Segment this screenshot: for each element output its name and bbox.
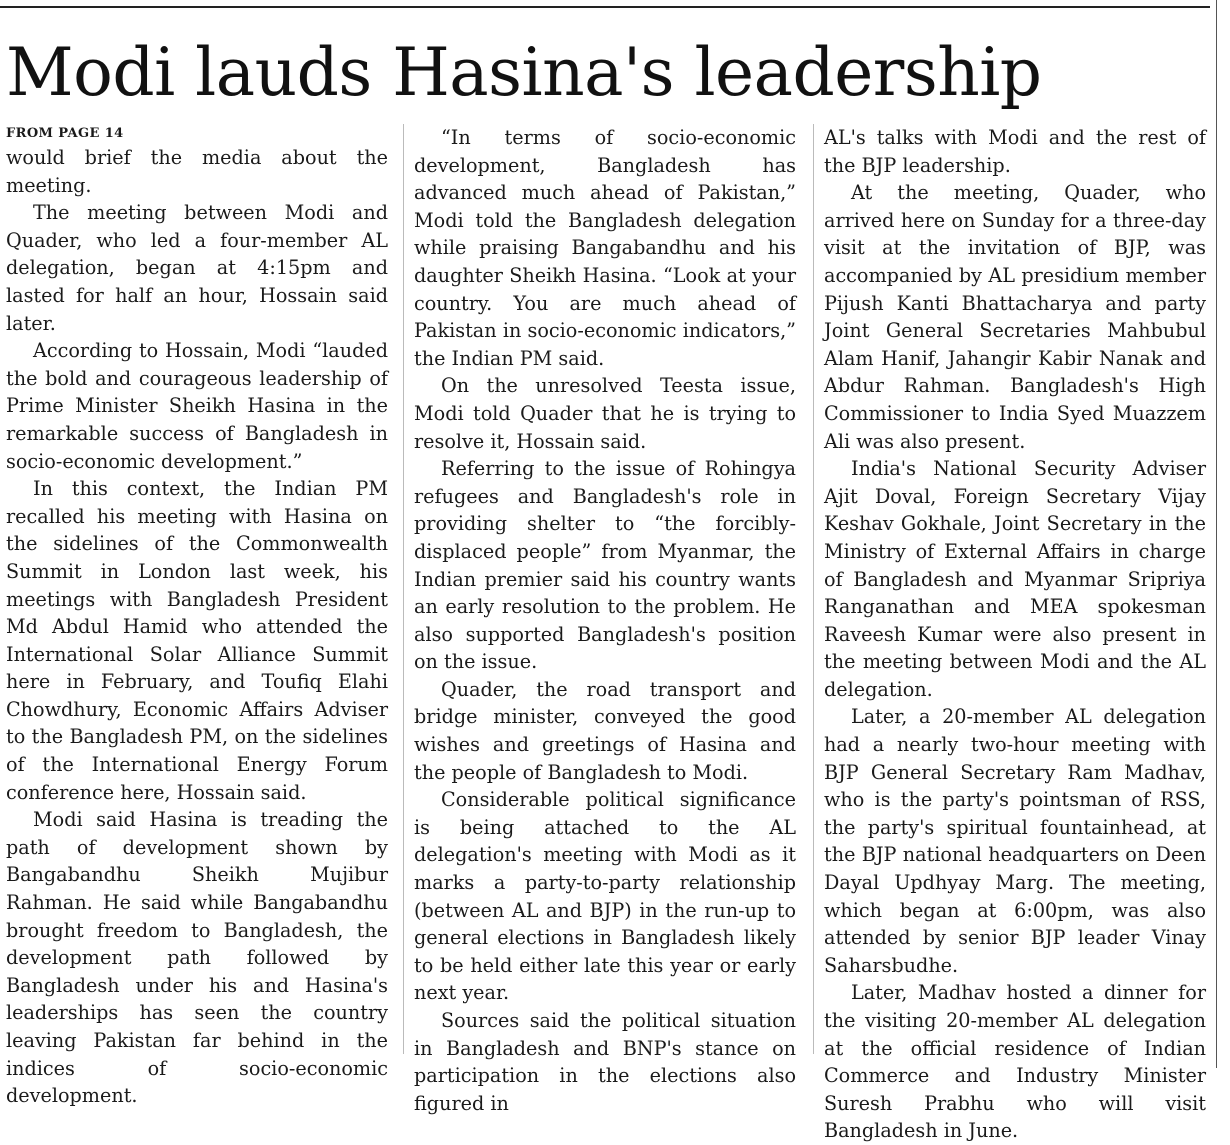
column-separator xyxy=(813,124,814,1054)
paragraph: On the unresolved Teesta issue, Modi told Quader that he is trying to resolve it, Hossain said. xyxy=(414,374,796,453)
right-border xyxy=(1216,0,1217,1068)
paragraph: Referring to the issue of Rohingya refugees and Bangladesh's role in providing shelter to “the forcibly-displaced people” from Myanmar, the Indian premier said his country wants an early resolution to the problem. He also supported Bangladesh's position on the issue. xyxy=(414,457,796,674)
article-column-3 xyxy=(824,124,1206,1145)
paragraph: The meeting between Modi and Quader, who led a four-member AL delegation, began at 4:15pm and lasted for half an hour, Hossain said later. xyxy=(6,201,388,335)
paragraph: India's National Security Adviser Ajit Doval, Foreign Secretary Vijay Keshav Gokhale, Joint Secretary in the Ministry of External Affairs in charge of Bangladesh and Myanmar Sripriya Ranganathan and MEA spokesman Raveesh Kumar were also present in the meeting between Modi and the AL delegation. xyxy=(824,457,1206,701)
column-separator xyxy=(403,124,404,1054)
paragraph: In this context, the Indian PM recalled his meeting with Hasina on the sidelines of the Commonwealth Summit in London last week, his meetings with Bangladesh President Md Abdul Hamid who attended the International Solar Alliance Summit here in February, and Toufiq Elahi Chowdhury, Economic Affairs Adviser to the Bangladesh PM, on the sidelines of the International Energy Forum conference here, Hossain said. xyxy=(6,477,388,804)
paragraph: Modi said Hasina is treading the path of development shown by Bangabandhu Sheikh Mujibur Rahman. He said while Bangabandhu brought freedom to Bangladesh, the development path followed by Bangladesh under his and Hasina's leaderships has seen the country leaving Pakistan far behind in the indices of socio-economic development. xyxy=(6,808,388,1108)
article-column-1 xyxy=(6,124,388,1110)
continuation-kicker: FROM PAGE 14 xyxy=(6,126,124,141)
paragraph: would brief the media about the meeting. xyxy=(6,146,388,197)
paragraph: According to Hossain, Modi “lauded the bold and courageous leadership of Prime Minister Sheikh Hasina in the remarkable success of Bangladesh in socio-economic development.” xyxy=(6,339,388,473)
top-rule xyxy=(0,6,1210,8)
paragraph: “In terms of socio-economic development, Bangladesh has advanced much ahead of Pakistan,” Modi told the Bangladesh delegation while praising Bangabandhu and his daughter Sheikh Hasina. “Look at your country. You are much ahead of Pakistan in socio-economic indicators,” the Indian PM said. xyxy=(414,126,796,370)
headline: Modi lauds Hasina's leadership xyxy=(6,34,1042,111)
paragraph: At the meeting, Quader, who arrived here on Sunday for a three-day visit at the invitation of BJP, was accompanied by AL presidium member Pijush Kanti Bhattacharya and party Joint General Secretaries Mahbubul Alam Hanif, Jahangir Kabir Nanak and Abdur Rahman. Bangladesh's High Commissioner to India Syed Muazzem Ali was also present. xyxy=(824,181,1206,453)
article-column-2 xyxy=(414,124,796,1117)
paragraph: Quader, the road transport and bridge minister, conveyed the good wishes and greetings of Hasina and the people of Bangladesh to Modi. xyxy=(414,677,796,784)
paragraph: Later, a 20-member AL delegation had a nearly two-hour meeting with BJP General Secretary Ram Madhav, who is the party's pointsman of RSS, the party's spiritual fountainhead, at the BJP national headquarters on Deen Dayal Updhyay Marg. The meeting, which began at 6:00pm, was also attended by senior BJP leader Vinay Saharsbudhe. xyxy=(824,705,1206,977)
paragraph: Considerable political significance is being attached to the AL delegation's meeting with Modi as it marks a party-to-party relationship (between AL and BJP) in the run-up to general elections in Bangladesh likely to be held either late this year or early next year. xyxy=(414,788,796,1005)
paragraph: Later, Madhav hosted a dinner for the visiting 20-member AL delegation at the official residence of Indian Commerce and Industry Minister Suresh Prabhu who will visit Bangladesh in June. xyxy=(824,981,1206,1143)
paragraph: AL's talks with Modi and the rest of the BJP leadership. xyxy=(824,126,1206,177)
paragraph: Sources said the political situation in Bangladesh and BNP's stance on participation in the elections also figured in xyxy=(414,1009,796,1115)
